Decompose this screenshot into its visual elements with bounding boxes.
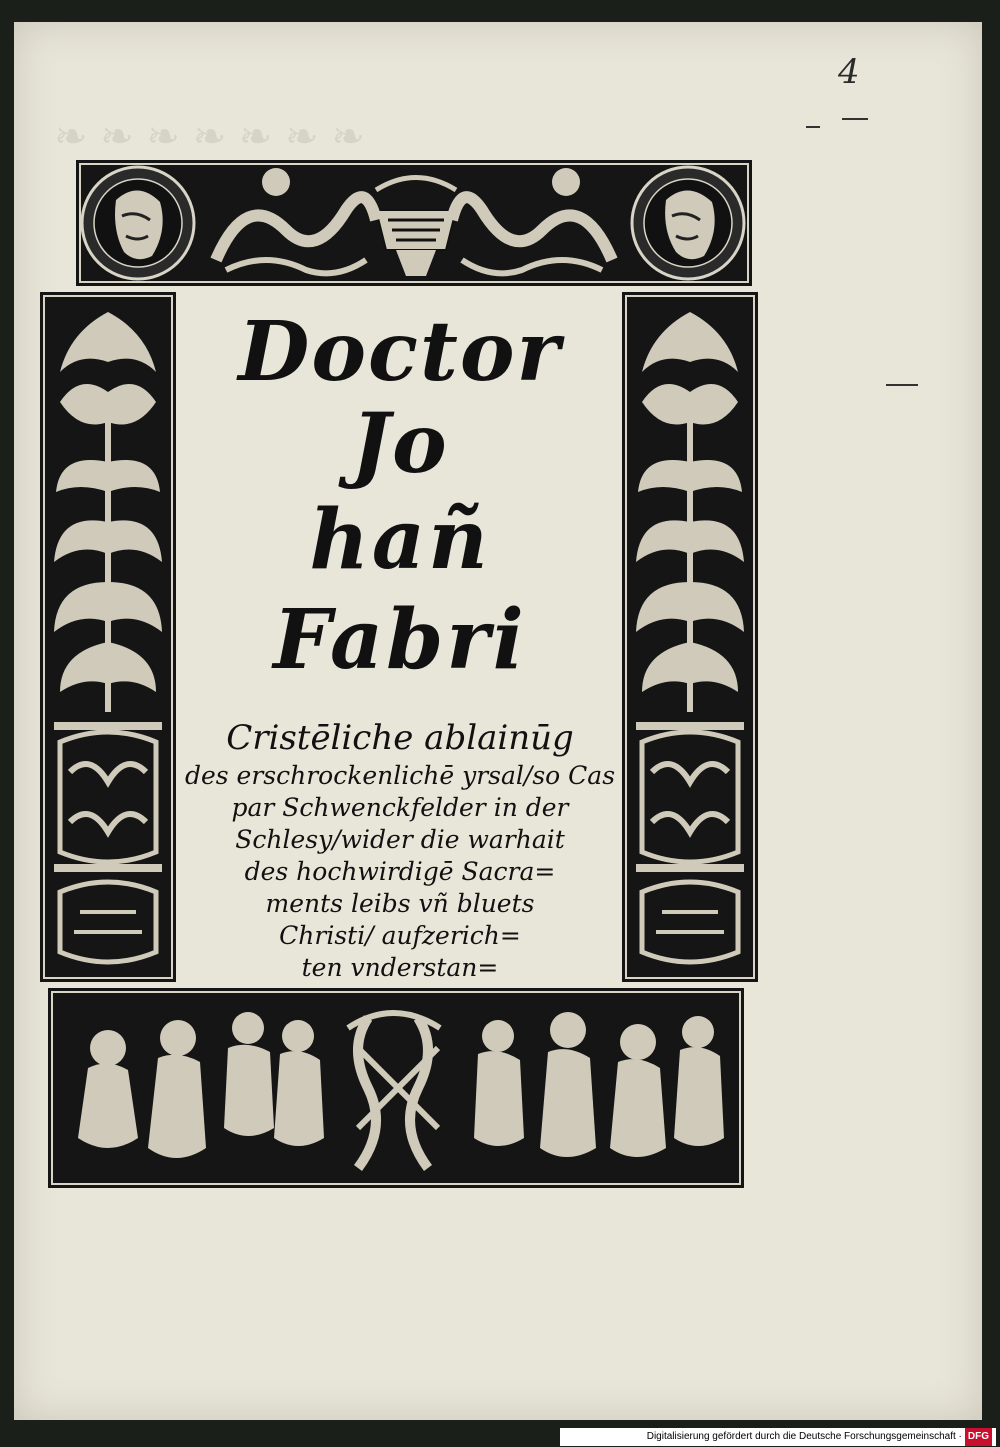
woodcut-right-pillar bbox=[622, 292, 758, 982]
woodcut-left-pillar bbox=[40, 292, 176, 982]
bleed-through-text: ❧ ❧ ❧ ❧ ❧ ❧ ❧ bbox=[54, 114, 365, 160]
title-line-1: Doctor Jo bbox=[238, 304, 562, 492]
title-block bbox=[178, 296, 622, 986]
body-line: par Schwenckfelder in der bbox=[231, 793, 569, 822]
body-line: Schlesy/wider die warhait bbox=[235, 825, 565, 854]
body-line: ten vnderstan= bbox=[301, 953, 499, 982]
margin-mark bbox=[806, 126, 820, 128]
margin-mark bbox=[842, 118, 868, 120]
body-line: ments leibs vñ bluets bbox=[265, 889, 535, 918]
margin-mark bbox=[886, 384, 918, 386]
footer-text: Digitalisierung gefördert durch die Deutsche Forschungsgemeinschaft · bbox=[646, 1431, 962, 1442]
page-number: 4 bbox=[838, 52, 860, 92]
body-line: des hochwirdigē Sacra= bbox=[244, 857, 556, 886]
body-line: Christi/ aufzerich= bbox=[279, 921, 521, 950]
dfg-logo: DFG bbox=[965, 1428, 992, 1446]
woodcut-bottom-border bbox=[48, 988, 744, 1188]
footer-credit bbox=[560, 1428, 996, 1446]
subtitle: Cristēliche ablainūg bbox=[226, 718, 574, 758]
woodcut-top-border bbox=[76, 160, 752, 286]
title-line-2: hañ Fabri bbox=[273, 492, 527, 688]
body-line: des erschrockenlichē yrsal/so Cas bbox=[184, 761, 616, 790]
